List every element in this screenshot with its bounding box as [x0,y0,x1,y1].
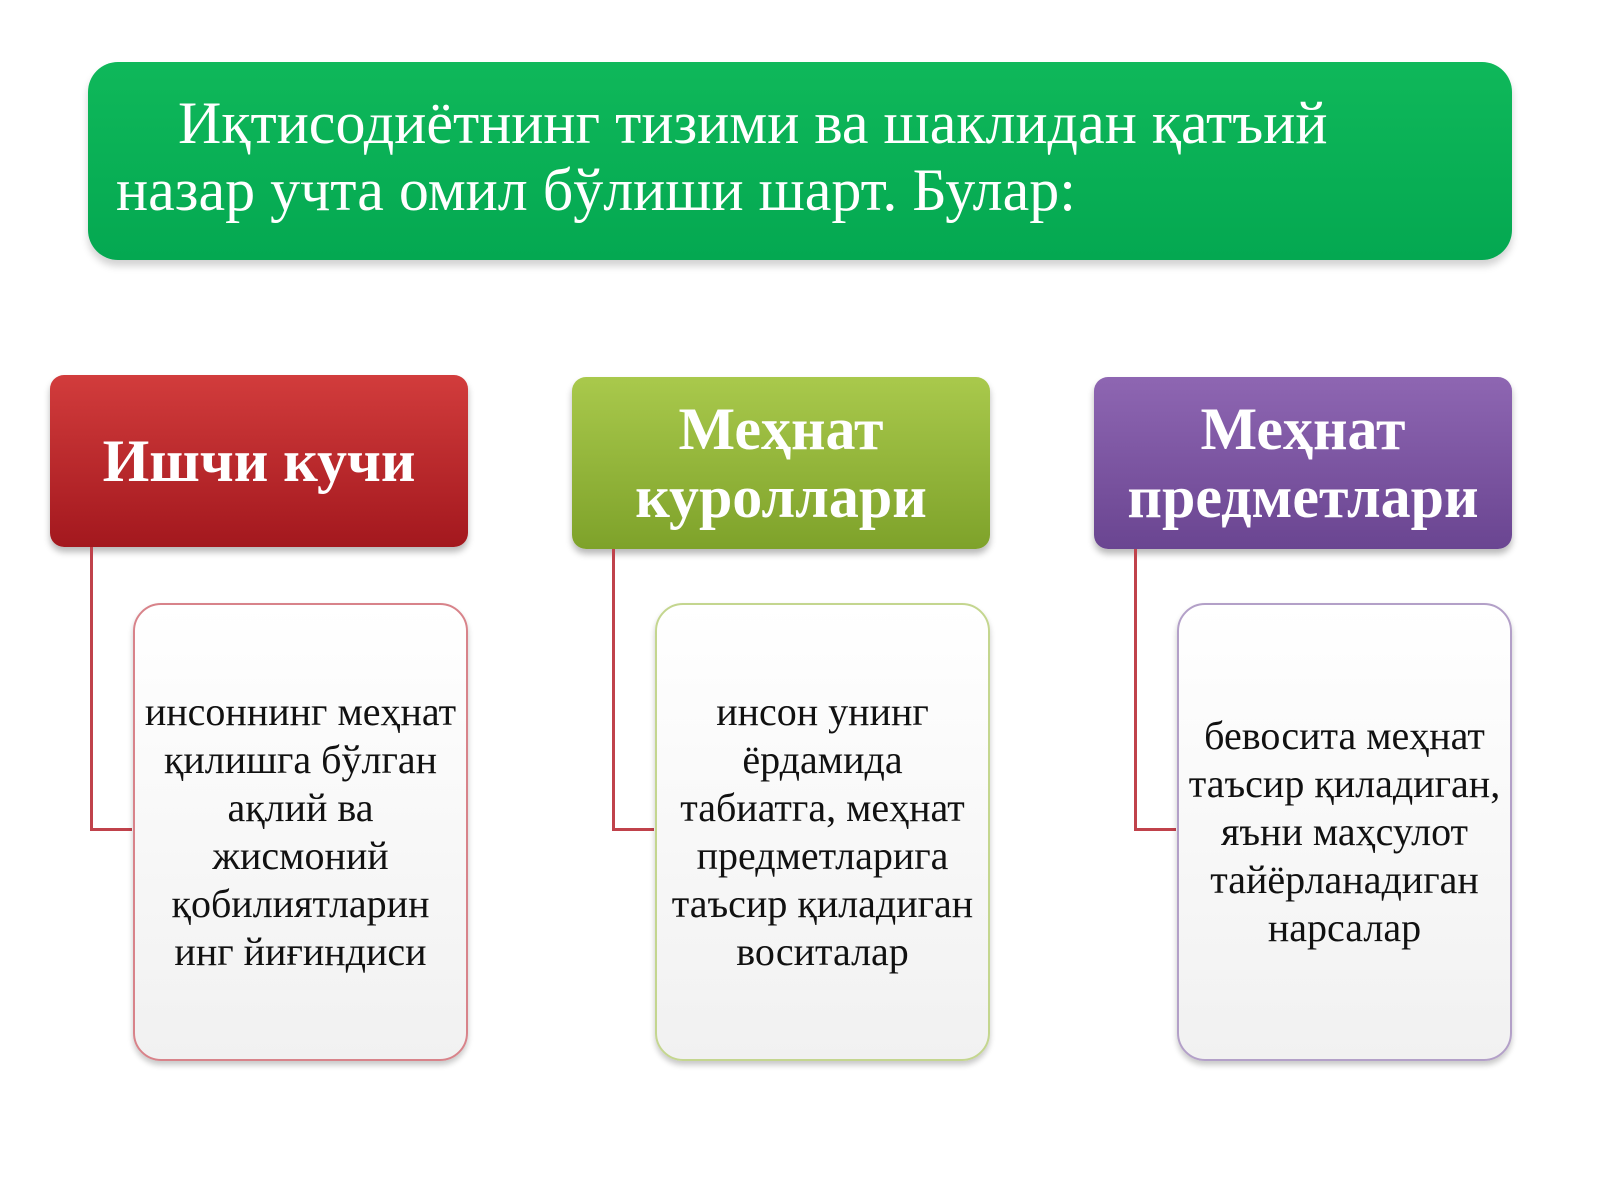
factor-header-labor-tools: Меҳнат куроллари [572,377,990,549]
factor-description-card [133,603,468,1061]
factor-description-card [1177,603,1512,1061]
connector-line [1134,549,1176,831]
factor-description-text: бевосита меҳнат таъсир қиладиган, яъни маҳсулот тайёрланадиган нарсалар [1188,713,1501,950]
factor-column-labor-objects [1094,0,1564,1200]
connector-line [90,547,132,831]
title-banner: Иқтисодиётнинг тизими ва шаклидан қатъий назар учта омил бўлиши шарт. Булар: [88,62,1512,260]
factor-description-text: инсоннинг меҳнат қилишга бўлган ақлий ва жисмоний қобилиятларин инг йиғиндиси [144,689,457,974]
factor-column-labor-force [50,0,520,1200]
factor-header-labor-objects: Меҳнат предметлари [1094,377,1512,549]
connector-line [612,549,654,831]
factor-description-card [655,603,990,1061]
factor-header-labor-force: Ишчи кучи [50,375,468,547]
factor-column-labor-tools [572,0,1042,1200]
factor-description-text: инсон унинг ёрдамида табиатга, меҳнат предметларига таъсир қиладиган воситалар [671,689,974,974]
